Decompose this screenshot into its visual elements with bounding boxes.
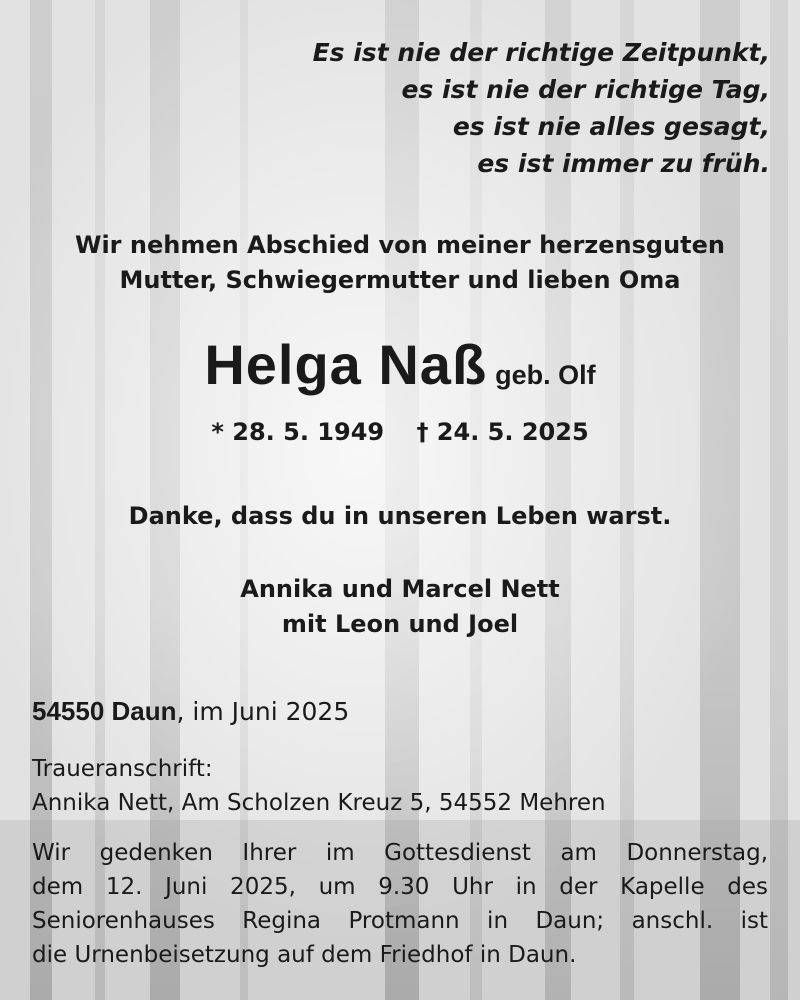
poem-line: es ist immer zu früh. [477,149,770,178]
service-line: dem 12. Juni 2025, um 9.30 Uhr in der Kapelle des [32,874,768,900]
service-line: die Urnenbeisetzung auf dem Friedhof in Daun. [32,942,577,968]
deceased-name: Helga Naß [204,333,488,396]
service-notice [32,836,768,972]
mourning-address [32,752,606,820]
place-date-text: , im Juni 2025 [176,697,350,726]
service-line: Seniorenhauses Regina Protmann in Daun; anschl. ist [32,908,768,934]
family-signature [0,572,800,642]
poem [313,34,770,182]
family-line: Annika und Marcel Nett [240,575,560,603]
intro-line: Mutter, Schwiegermutter und lieben Oma [119,266,681,294]
poem-line: Es ist nie der richtige Zeitpunkt, [312,38,770,67]
service-line: Wir gedenken Ihrer im Gottesdienst am Donnerstag, [32,840,768,866]
poem-line: es ist nie der richtige Tag, [401,75,770,104]
poem-line: es ist nie alles gesagt, [452,112,770,141]
intro-line: Wir nehmen Abschied von meiner herzensguten [74,231,725,259]
place-city: 54550 Daun [32,696,177,726]
death-date: † 24. 5. 2025 [416,418,589,446]
birth-date: * 28. 5. 1949 [211,418,385,446]
address-label: Traueranschrift: [32,756,213,782]
place-date [32,696,349,727]
farewell-intro [0,228,800,298]
deceased-name-line [0,332,800,397]
thanks-text: Danke, dass du in unseren Leben warst. [128,502,672,530]
life-dates [0,418,800,446]
family-line: mit Leon und Joel [281,610,519,638]
maiden-name: geb. Olf [495,360,596,390]
address-value: Annika Nett, Am Scholzen Kreuz 5, 54552 Mehren [32,790,606,816]
